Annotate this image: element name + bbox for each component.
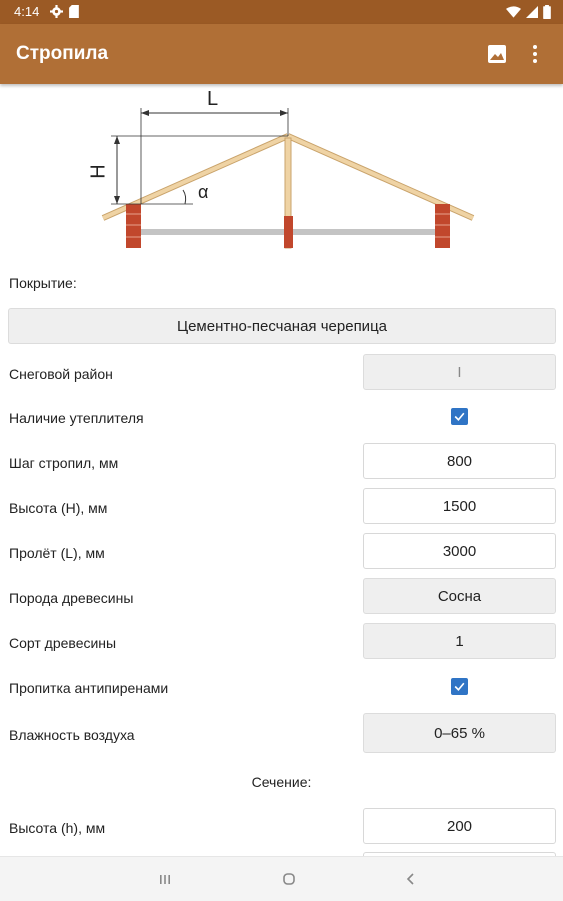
fire-retardant-label: Пропитка антипиренами (9, 680, 169, 696)
section-height-input[interactable]: 200 (363, 808, 556, 844)
app-bar (0, 24, 563, 84)
covering-label: Покрытие: (9, 275, 77, 291)
rafter-step-input[interactable]: 800 (363, 443, 556, 479)
wood-grade-label: Сорт древесины (9, 635, 117, 651)
roof-truss-diagram (95, 92, 480, 260)
fire-retardant-checkbox[interactable] (451, 678, 468, 695)
diagram-label-l: L (207, 88, 219, 110)
humidity-label: Влажность воздуха (9, 727, 135, 743)
wood-species-label: Порода древесины (9, 590, 134, 606)
snow-region-select[interactable]: I (363, 354, 556, 390)
system-nav-bar (0, 856, 563, 901)
rafter-step-label: Шаг стропил, мм (9, 455, 119, 471)
home-icon[interactable] (277, 867, 301, 891)
status-time: 4:14 (14, 4, 40, 19)
image-icon[interactable] (485, 42, 509, 66)
humidity-select[interactable]: 0–65 % (363, 713, 556, 753)
section-height-label: Высота (h), мм (9, 820, 106, 836)
covering-select[interactable]: Цементно-песчаная черепица (8, 308, 556, 344)
diagram-label-h: H (87, 164, 110, 179)
wifi-icon (506, 6, 521, 18)
sd-card-icon (69, 5, 80, 18)
height-label: Высота (H), мм (9, 500, 108, 516)
status-bar (0, 0, 563, 24)
battery-icon (543, 5, 551, 19)
recent-apps-icon[interactable] (153, 867, 177, 891)
span-label: Пролёт (L), мм (9, 545, 105, 561)
check-icon (453, 680, 466, 693)
signal-icon (526, 6, 538, 18)
diagram-label-alpha: α (198, 182, 209, 202)
overflow-menu-icon[interactable] (527, 42, 543, 66)
page-title: Стропила (16, 43, 109, 64)
content-area (0, 84, 563, 856)
wood-species-select[interactable]: Сосна (363, 578, 556, 614)
settings-icon (50, 5, 63, 18)
insulation-checkbox[interactable] (451, 408, 468, 425)
check-icon (453, 410, 466, 423)
wood-grade-select[interactable]: 1 (363, 623, 556, 659)
back-icon[interactable] (399, 867, 423, 891)
span-input[interactable]: 3000 (363, 533, 556, 569)
snow-region-label: Снеговой район (9, 366, 113, 382)
insulation-label: Наличие утеплителя (9, 410, 144, 426)
section-title: Сечение: (251, 774, 312, 790)
height-input[interactable]: 1500 (363, 488, 556, 524)
